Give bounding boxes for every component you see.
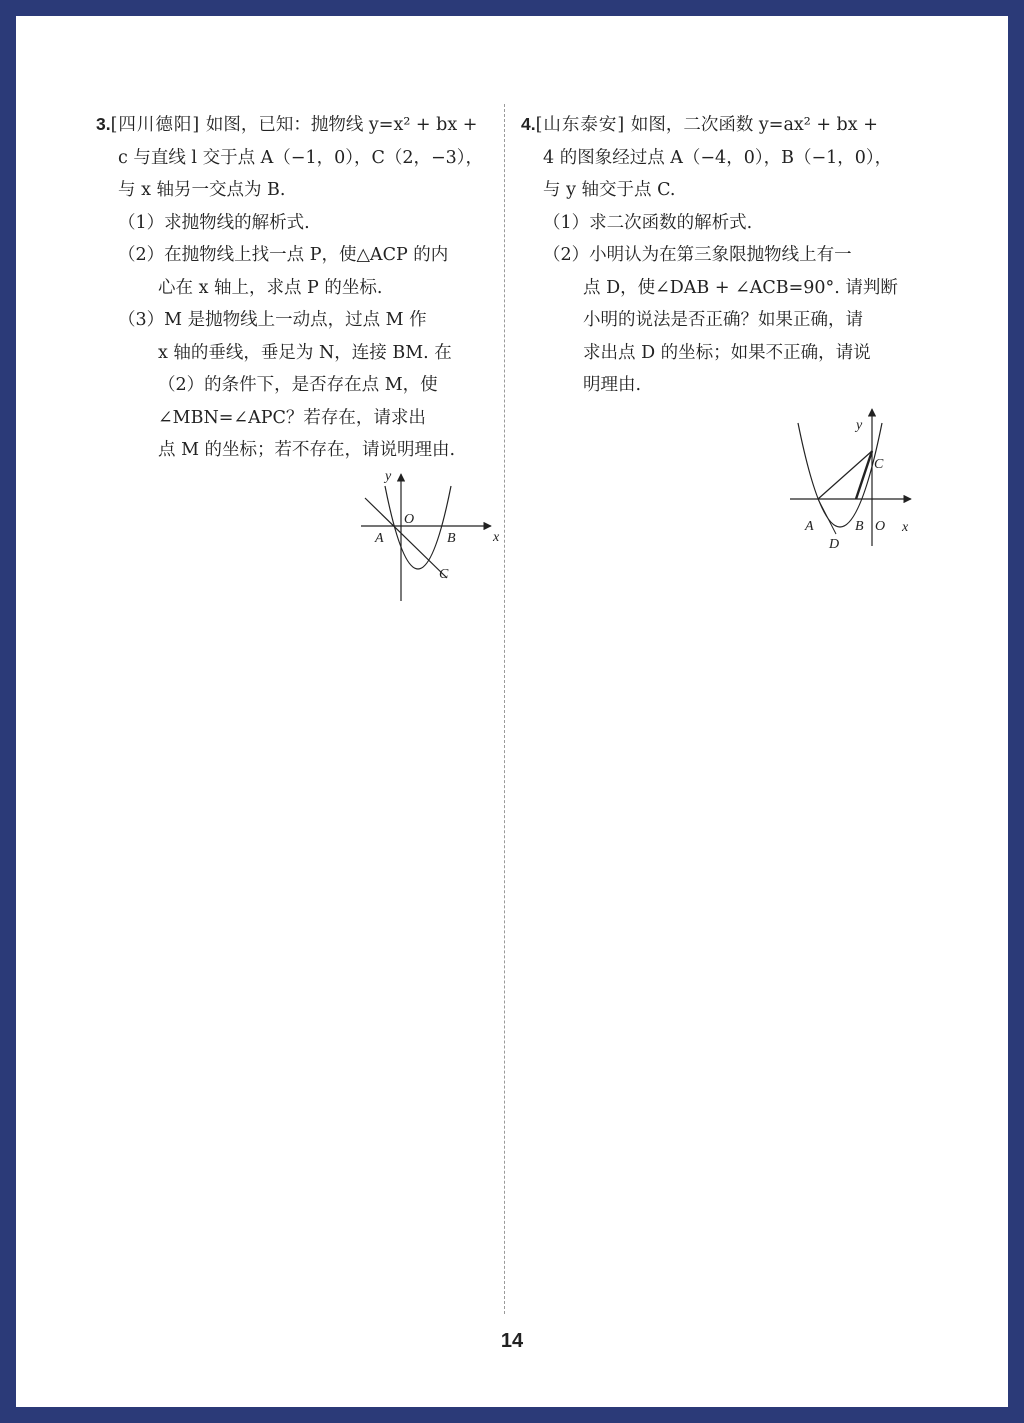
problem-number: 4. (521, 114, 536, 134)
question-3-line: ∠MBN=∠APC？若存在，请求出 (158, 407, 426, 428)
label-b: B (447, 531, 456, 546)
label-b: B (855, 519, 864, 534)
stem-line: c 与直线 l 交于点 A（−1，0），C（2，−3）， (118, 147, 484, 168)
segment-ad (818, 499, 836, 534)
label-y: y (385, 469, 392, 484)
question-3-line: （2）的条件下，是否存在点 M，使 (158, 375, 438, 395)
stem-line: 与 x 轴另一交点为 B. (118, 180, 286, 200)
label-x: x (493, 530, 500, 545)
label-o: O (404, 512, 415, 527)
stem-line: 如图，已知：抛物线 y=x² + bx + (205, 115, 478, 135)
label-a: A (375, 531, 384, 546)
question-2-line: 心在 x 轴上，求点 P 的坐标. (158, 277, 383, 298)
parabola (798, 423, 882, 527)
question-2-line: （2）在抛物线上找一点 P，使△ACP 的内 (118, 245, 449, 265)
problem-source: [四川德阳] (110, 115, 201, 135)
problem-number: 3. (96, 114, 111, 134)
label-c: C (439, 567, 449, 582)
column-divider (504, 104, 505, 1314)
label-a: A (805, 519, 814, 534)
label-x: x (902, 520, 909, 535)
problem-3 (96, 108, 488, 467)
label-o: O (875, 519, 886, 534)
label-y: y (856, 418, 863, 433)
question-2-line: 点 D，使∠DAB + ∠ACB=90°. 请判断 (583, 277, 898, 298)
question-2-line: 求出点 D 的坐标；如果不正确，请说 (583, 342, 871, 363)
problem-4-figure (786, 401, 916, 551)
question-1: （1）求抛物线的解析式. (118, 212, 310, 233)
problem-source: [山东泰安] (535, 115, 626, 135)
question-2-line: 小明的说法是否正确？如果正确，请 (583, 310, 863, 330)
question-3-line: （3）M 是抛物线上一动点，过点 M 作 (118, 310, 427, 330)
problem-4 (521, 108, 913, 402)
stem-line: 如图，二次函数 y=ax² + bx + (630, 115, 878, 135)
stem-line: 与 y 轴交于点 C. (543, 180, 676, 200)
stem-line: 4 的图象经过点 A（−4，0），B（−1，0）， (543, 147, 893, 168)
question-2-line: 明理由. (583, 375, 642, 395)
question-3-line: x 轴的垂线，垂足为 N，连接 BM. 在 (158, 342, 452, 363)
page-number: 14 (500, 1330, 524, 1352)
question-1: （1）求二次函数的解析式. (543, 212, 753, 233)
label-c: C (874, 457, 884, 472)
question-3-line: 点 M 的坐标；若不存在，请说明理由. (158, 440, 456, 460)
label-d: D (829, 537, 840, 551)
page (16, 16, 1008, 1407)
problem-3-figure (351, 466, 501, 606)
question-2-line: （2）小明认为在第三象限抛物线上有一 (543, 245, 852, 265)
